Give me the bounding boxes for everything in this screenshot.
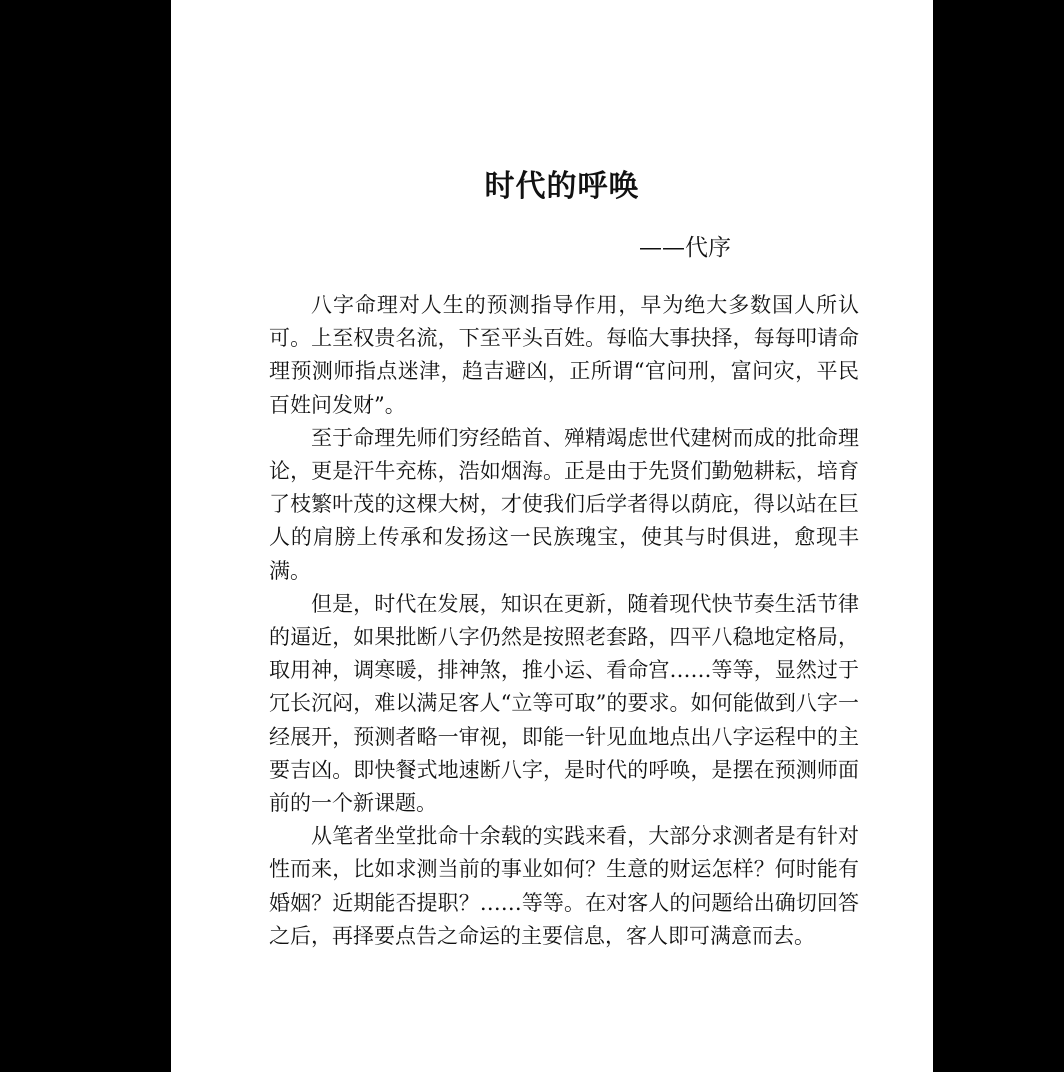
page-subtitle: ——代序 xyxy=(639,235,731,261)
document-page xyxy=(171,0,933,1072)
paragraph-2: 至于命理先师们穷经皓首、殚精竭虑世代建树而成的批命理论，更是汗牛充栋，浩如烟海。正是由于先贤们勤勉耕耘，培育了枝繁叶茂的这棵大树，才使我们后学者得以荫庇，得以站在巨人的肩膀上传承和发扬这一民族瑰宝，使其与时俱进，愈现丰满。 xyxy=(269,425,859,583)
paragraph-3: 但是，时代在发展，知识在更新，随着现代快节奏生活节律的逼近，如果批断八字仍然是按照老套路，四平八稳地定格局，取用神，调寒暖，排神煞，推小运、看命宫……等等，显然过于冗长沉闷，难以满足客人“立等可取”的要求。如何能做到八字一经展开，预测者略一审视，即能一针见血地点出八字运程中的主要吉凶。即快餐式地速断八字，是时代的呼唤，是摆在预测师面前的一个新课题。 xyxy=(269,591,859,816)
body-text xyxy=(269,289,859,953)
paragraph-4: 从笔者坐堂批命十余载的实践来看，大部分求测者是有针对性而来，比如求测当前的事业如何？生意的财运怎样？何时能有婚姻？近期能否提职？……等等。在对客人的问题给出确切回答之后，再择要点告之命运的主要信息，客人即可满意而去。 xyxy=(269,824,859,948)
paragraph-1: 八字命理对人生的预测指导作用，早为绝大多数国人所认可。上至权贵名流，下至平头百姓。每临大事抉择，每每叩请命理预测师指点迷津，趋吉避凶，正所谓“官问刑，富问灾，平民百姓问发财”。 xyxy=(269,293,859,417)
page-title: 时代的呼唤 xyxy=(484,169,640,204)
